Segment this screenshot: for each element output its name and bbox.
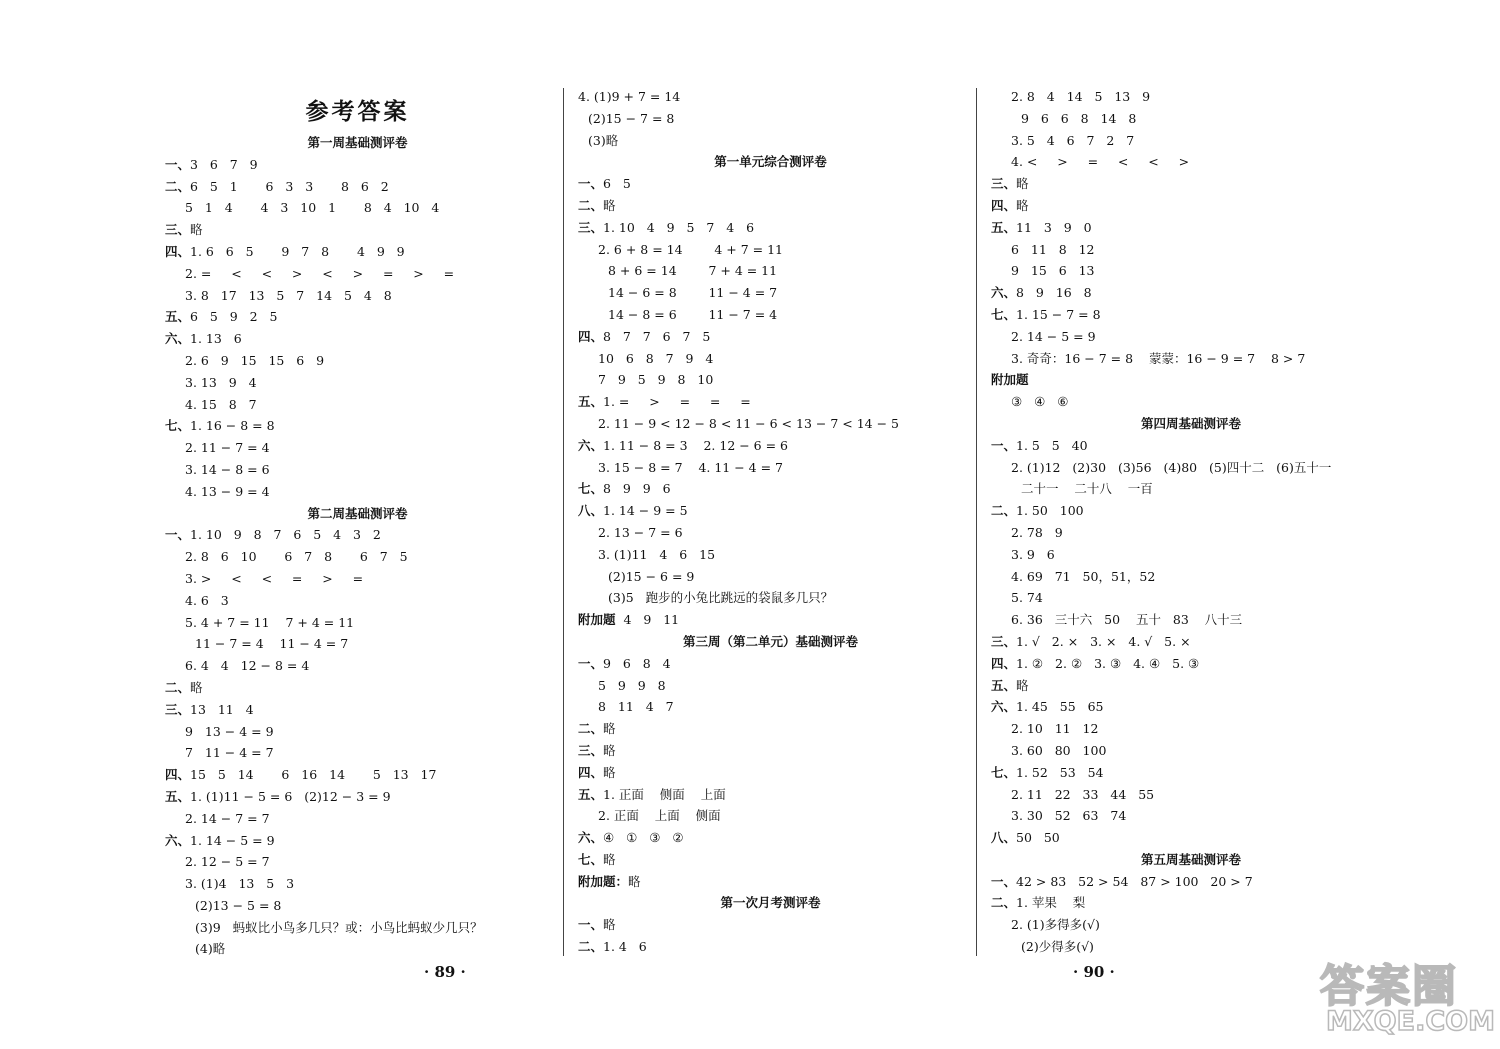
answer-text: 4 9 11 bbox=[615, 612, 680, 628]
answer-text: 1. 10 4 9 5 7 4 6 bbox=[603, 219, 755, 235]
question-number: 六、 bbox=[991, 699, 1017, 715]
answer-line bbox=[991, 326, 1391, 348]
answer-line bbox=[991, 151, 1391, 173]
question-number: 四、 bbox=[165, 243, 191, 259]
question-number: 一、 bbox=[578, 917, 604, 933]
answer-text: (2)少得多(√) bbox=[1021, 939, 1094, 955]
answer-line bbox=[991, 827, 1391, 849]
answer-line bbox=[578, 522, 963, 544]
answer-text: 6 5 9 2 5 bbox=[190, 309, 278, 325]
answer-line bbox=[578, 348, 963, 370]
answer-line bbox=[165, 590, 550, 612]
question-number: 三、 bbox=[578, 219, 604, 235]
answer-line bbox=[165, 568, 550, 590]
answer-line bbox=[578, 936, 963, 958]
answer-text: 2. 14 − 5 = 9 bbox=[1011, 328, 1096, 344]
answer-line bbox=[165, 742, 550, 764]
answer-text: 3. 15 − 8 = 7 4. 11 − 4 = 7 bbox=[598, 459, 783, 475]
answer-text: 略 bbox=[603, 764, 616, 780]
answer-text: (3)9 蚂蚁比小鸟多几只？或：小鸟比蚂蚁少几只？ bbox=[195, 919, 483, 935]
question-number: 二、 bbox=[165, 679, 191, 695]
answer-line bbox=[578, 762, 963, 784]
answer-text: 4. 6 3 bbox=[185, 592, 229, 608]
answer-line bbox=[578, 239, 963, 261]
answer-text: 4. 13 − 9 = 4 bbox=[185, 483, 270, 499]
page-title: 参考答案 bbox=[305, 98, 410, 125]
answer-line bbox=[991, 173, 1391, 195]
answer-text: 略 bbox=[603, 742, 616, 758]
section-heading: 第一单元综合测评卷 bbox=[714, 154, 827, 170]
page-number-left: · 89 · bbox=[424, 963, 466, 981]
answer-line bbox=[991, 696, 1391, 718]
answer-line bbox=[165, 285, 550, 307]
answer-text: ③ ④ ⑥ bbox=[1011, 394, 1069, 410]
answer-text: 1. 14 − 5 = 9 bbox=[190, 832, 275, 848]
answer-line bbox=[578, 675, 963, 697]
answer-line bbox=[991, 740, 1391, 762]
answer-text: 3. 奇奇：16 − 7 = 8 蒙蒙：16 − 9 = 7 8 > 7 bbox=[1011, 350, 1306, 366]
answer-text: 3. 8 17 13 5 7 14 5 4 8 bbox=[185, 287, 392, 303]
answer-line bbox=[165, 197, 550, 219]
answer-text: 15 5 14 6 16 14 5 13 17 bbox=[190, 767, 437, 783]
answer-text: 9 15 6 13 bbox=[1011, 263, 1095, 279]
question-number: 五、 bbox=[578, 786, 604, 802]
answer-line bbox=[991, 718, 1391, 740]
answer-text: 4. (1)9 + 7 = 14 bbox=[578, 89, 681, 104]
answer-text: 2. = < < > < > = > = bbox=[185, 265, 455, 281]
question-number: 八、 bbox=[578, 503, 604, 519]
question-number: 六、 bbox=[165, 331, 191, 347]
question-number: 六、 bbox=[578, 830, 604, 846]
answer-line bbox=[991, 369, 1391, 391]
answer-text: (2)15 − 6 = 9 bbox=[608, 568, 695, 584]
answer-text: 14 − 6 = 8 11 − 4 = 7 bbox=[608, 285, 778, 301]
answer-text: 2. 14 − 7 = 7 bbox=[185, 810, 270, 826]
answer-line bbox=[578, 86, 963, 108]
answer-line bbox=[991, 239, 1391, 261]
answer-text: 13 11 4 bbox=[190, 701, 254, 717]
answer-text: 3 6 7 9 bbox=[190, 156, 258, 172]
answer-line bbox=[165, 895, 550, 917]
answer-text: 1. √ 2. × 3. × 4. √ 5. × bbox=[1016, 633, 1191, 649]
answer-line bbox=[991, 914, 1391, 936]
answer-line bbox=[165, 699, 550, 721]
answer-line bbox=[165, 938, 550, 960]
answer-line bbox=[991, 304, 1391, 326]
question-number: 三、 bbox=[578, 742, 604, 758]
answer-text: 2. 6 + 8 = 14 4 + 7 = 11 bbox=[598, 241, 783, 257]
answer-text: 1. 正面 侧面 上面 bbox=[603, 786, 726, 802]
answer-text: 1. 16 − 8 = 8 bbox=[190, 418, 275, 434]
question-number: 三、 bbox=[165, 222, 191, 238]
answer-line bbox=[991, 871, 1391, 893]
question-number: 四、 bbox=[165, 767, 191, 783]
question-number: 五、 bbox=[165, 788, 191, 804]
answer-line bbox=[578, 500, 963, 522]
answer-line bbox=[578, 805, 963, 827]
column-body bbox=[165, 132, 550, 960]
question-number: 五、 bbox=[165, 309, 191, 325]
question-number: 三、 bbox=[991, 176, 1017, 192]
answer-text: 2. 6 9 15 15 6 9 bbox=[185, 352, 325, 368]
answer-line bbox=[991, 500, 1391, 522]
answer-line bbox=[578, 544, 963, 566]
question-number: 六、 bbox=[578, 437, 604, 453]
answer-text: (4)略 bbox=[195, 941, 226, 957]
answer-line bbox=[165, 721, 550, 743]
answer-line bbox=[991, 457, 1391, 479]
answer-text: 2. 8 4 14 5 13 9 bbox=[1011, 89, 1151, 104]
answer-text: 2. 正面 上面 侧面 bbox=[598, 808, 721, 824]
answer-text: 8 9 16 8 bbox=[1016, 285, 1092, 301]
question-number: 附加题 bbox=[578, 612, 616, 628]
answer-line bbox=[991, 282, 1391, 304]
column-divider bbox=[976, 88, 977, 956]
answer-line bbox=[578, 849, 963, 871]
answer-text: 9 13 − 4 = 9 bbox=[185, 723, 274, 739]
watermark-logo bbox=[1320, 950, 1495, 1042]
answer-line bbox=[165, 437, 550, 459]
answer-text: 3. 13 9 4 bbox=[185, 374, 257, 390]
answer-text: 11 − 7 = 4 11 − 4 = 7 bbox=[195, 636, 349, 652]
answer-text: 2. (1)多得多(√) bbox=[1011, 917, 1100, 933]
answer-text: 1. 苹果 梨 bbox=[1016, 895, 1086, 911]
answer-text: 5 9 9 8 bbox=[598, 677, 666, 693]
answer-line bbox=[578, 326, 963, 348]
answer-text: 略 bbox=[1016, 677, 1029, 693]
answer-text: (2)15 − 7 = 8 bbox=[588, 110, 675, 126]
answer-line bbox=[165, 241, 550, 263]
answer-text: ④ ① ③ ② bbox=[603, 830, 684, 846]
answer-text: 3. 30 52 63 74 bbox=[1011, 808, 1127, 824]
question-number: 一、 bbox=[991, 437, 1017, 453]
answer-text: 略 bbox=[628, 873, 641, 889]
answer-text: 50 50 bbox=[1016, 830, 1060, 846]
column-body bbox=[991, 86, 1391, 958]
answer-line bbox=[991, 478, 1391, 500]
question-number: 七、 bbox=[165, 418, 191, 434]
answer-line bbox=[991, 195, 1391, 217]
answer-line bbox=[165, 328, 550, 350]
question-number: 一、 bbox=[165, 156, 191, 172]
answer-text: 1. 5 5 40 bbox=[1016, 437, 1088, 453]
answer-text: 2. 78 9 bbox=[1011, 524, 1063, 540]
answer-line bbox=[165, 612, 550, 634]
answer-line bbox=[165, 830, 550, 852]
answer-text: 2. 12 − 5 = 7 bbox=[185, 854, 270, 870]
answer-text: 1. 14 − 9 = 5 bbox=[603, 503, 688, 519]
answer-text: 3. > < < = > = bbox=[185, 570, 364, 586]
question-number: 六、 bbox=[991, 285, 1017, 301]
section-heading: 第三周（第二单元）基础测评卷 bbox=[682, 633, 858, 649]
answer-line bbox=[165, 677, 550, 699]
answer-text: 6. 4 4 12 − 8 = 4 bbox=[185, 658, 310, 674]
answer-line bbox=[578, 609, 963, 631]
answer-line bbox=[991, 130, 1391, 152]
answer-line bbox=[578, 718, 963, 740]
answer-line bbox=[991, 260, 1391, 282]
answer-line bbox=[578, 282, 963, 304]
answer-text: 1. = > = = = bbox=[603, 394, 751, 410]
answer-text: 略 bbox=[190, 222, 203, 238]
answer-line bbox=[991, 217, 1391, 239]
page-number-right: · 90 · bbox=[1073, 963, 1115, 981]
answer-line bbox=[578, 130, 963, 152]
question-number: 二、 bbox=[578, 939, 604, 955]
answer-text: 1. 11 − 8 = 3 2. 12 − 6 = 6 bbox=[603, 437, 789, 453]
question-number: 附加题： bbox=[578, 873, 629, 889]
answer-line bbox=[578, 260, 963, 282]
answer-line bbox=[578, 413, 963, 435]
answer-text: 3. 9 6 bbox=[1011, 546, 1055, 562]
answer-text: 11 3 9 0 bbox=[1016, 219, 1092, 235]
question-number: 二、 bbox=[991, 503, 1017, 519]
answer-text: 略 bbox=[1016, 197, 1029, 213]
answer-column-middle bbox=[578, 86, 963, 958]
answer-line bbox=[991, 391, 1391, 413]
question-number: 二、 bbox=[991, 895, 1017, 911]
answer-line bbox=[578, 871, 963, 893]
answer-line bbox=[165, 219, 550, 241]
question-number: 一、 bbox=[165, 527, 191, 543]
answer-line bbox=[165, 306, 550, 328]
answer-text: 9 6 6 8 14 8 bbox=[1021, 110, 1137, 126]
answer-text: 1. 10 9 8 7 6 5 4 3 2 bbox=[190, 527, 381, 543]
answer-text: 2. (1)12 (2)30 (3)56 (4)80 (5)四十二 (6)五十一 bbox=[1011, 459, 1332, 475]
answer-text: 3. 5 4 6 7 2 7 bbox=[1011, 132, 1135, 148]
section-heading: 第五周基础测评卷 bbox=[1140, 851, 1241, 867]
answer-line bbox=[991, 544, 1391, 566]
answer-line bbox=[991, 435, 1391, 457]
question-number: 七、 bbox=[991, 764, 1017, 780]
answer-text: 6 5 bbox=[603, 176, 631, 192]
section-heading: 第二周基础测评卷 bbox=[307, 505, 408, 521]
answer-text: 2. 8 6 10 6 7 8 6 7 5 bbox=[185, 549, 408, 565]
answer-text: 3. (1)4 13 5 3 bbox=[185, 876, 295, 892]
answer-line bbox=[578, 653, 963, 675]
answer-line bbox=[165, 633, 550, 655]
answer-text: 略 bbox=[603, 851, 616, 867]
answer-line bbox=[165, 655, 550, 677]
answer-text: 2. 11 − 7 = 4 bbox=[185, 440, 270, 456]
question-number: 四、 bbox=[578, 764, 604, 780]
answer-text: 3. 14 − 8 = 6 bbox=[185, 461, 270, 477]
answer-line bbox=[578, 391, 963, 413]
watermark-text-cn: 答案圈 bbox=[1320, 961, 1458, 1012]
answer-text: 二十一 二十八 一百 bbox=[1021, 481, 1153, 497]
question-number: 一、 bbox=[578, 655, 604, 671]
answer-line bbox=[991, 653, 1391, 675]
question-number: 一、 bbox=[578, 176, 604, 192]
answer-line bbox=[991, 108, 1391, 130]
answer-text: (2)13 − 5 = 8 bbox=[195, 897, 282, 913]
answer-line bbox=[578, 369, 963, 391]
question-number: 七、 bbox=[578, 851, 604, 867]
answer-text: 1. 45 55 65 bbox=[1016, 699, 1104, 715]
answer-text: 4. < > = < < > bbox=[1011, 154, 1190, 170]
answer-line bbox=[991, 86, 1391, 108]
answer-text: 6 11 8 12 bbox=[1011, 241, 1095, 257]
column-body bbox=[578, 86, 963, 958]
answer-line bbox=[991, 609, 1391, 631]
answer-text: 7 9 5 9 8 10 bbox=[598, 372, 714, 388]
answer-line bbox=[165, 459, 550, 481]
section-heading: 第一周基础测评卷 bbox=[307, 135, 408, 150]
answer-text: 略 bbox=[190, 679, 203, 695]
answer-line bbox=[165, 873, 550, 895]
answer-text: 3. 60 80 100 bbox=[1011, 742, 1107, 758]
answer-text: 7 11 − 4 = 7 bbox=[185, 745, 274, 761]
answer-line bbox=[991, 348, 1391, 370]
answer-line bbox=[165, 546, 550, 568]
question-number: 二、 bbox=[578, 721, 604, 737]
question-number: 二、 bbox=[578, 197, 604, 213]
answer-text: 1. 4 6 bbox=[603, 939, 647, 955]
answer-line bbox=[991, 566, 1391, 588]
answer-line bbox=[578, 696, 963, 718]
answer-text: (3)5 跑步的小兔比跳远的袋鼠多几只？ bbox=[608, 590, 834, 606]
answer-line bbox=[165, 154, 550, 176]
answer-text: 1. 6 6 5 9 7 8 4 9 9 bbox=[190, 243, 405, 259]
question-number: 四、 bbox=[991, 197, 1017, 213]
answer-text: 略 bbox=[603, 197, 616, 213]
answer-text: (3)略 bbox=[588, 132, 619, 148]
answer-line bbox=[165, 917, 550, 939]
answer-line bbox=[991, 892, 1391, 914]
answer-line bbox=[991, 675, 1391, 697]
answer-line bbox=[991, 587, 1391, 609]
answer-text: 8 9 9 6 bbox=[603, 481, 671, 497]
answer-line bbox=[165, 481, 550, 503]
answer-text: 9 6 8 4 bbox=[603, 655, 671, 671]
answer-line bbox=[165, 350, 550, 372]
column-divider bbox=[563, 88, 564, 956]
answer-column-left bbox=[165, 86, 550, 960]
answer-text: 1. (1)11 − 5 = 6 (2)12 − 3 = 9 bbox=[190, 788, 391, 804]
answer-line bbox=[165, 786, 550, 808]
question-number: 五、 bbox=[578, 394, 604, 410]
answer-line bbox=[578, 587, 963, 609]
section-heading: 第一次月考测评卷 bbox=[720, 895, 821, 911]
answer-line bbox=[578, 217, 963, 239]
question-number: 七、 bbox=[991, 306, 1017, 322]
answer-column-right bbox=[991, 86, 1391, 958]
answer-line bbox=[578, 108, 963, 130]
answer-line bbox=[165, 524, 550, 546]
answer-line bbox=[578, 304, 963, 326]
answer-line bbox=[991, 805, 1391, 827]
question-number: 三、 bbox=[165, 701, 191, 717]
question-number: 附加题 bbox=[991, 372, 1029, 388]
answer-text: 10 6 8 7 9 4 bbox=[598, 350, 714, 366]
answer-text: 略 bbox=[603, 917, 616, 933]
answer-text: 4. 69 71 50，51，52 bbox=[1011, 568, 1156, 584]
answer-text: 3. (1)11 4 6 15 bbox=[598, 546, 716, 562]
answer-text: 略 bbox=[1016, 176, 1029, 192]
answer-line bbox=[991, 631, 1391, 653]
answer-line bbox=[165, 808, 550, 830]
question-number: 五、 bbox=[991, 219, 1017, 235]
answer-text: 8 7 7 6 7 5 bbox=[603, 328, 711, 344]
answer-line bbox=[991, 784, 1391, 806]
answer-line bbox=[578, 478, 963, 500]
question-number: 五、 bbox=[991, 677, 1017, 693]
answer-line bbox=[578, 173, 963, 195]
answer-text: 5. 74 bbox=[1011, 590, 1043, 606]
answer-text: 14 − 8 = 6 11 − 7 = 4 bbox=[608, 306, 778, 322]
answer-line bbox=[578, 784, 963, 806]
question-number: 一、 bbox=[991, 873, 1017, 889]
answer-text: 1. 50 100 bbox=[1016, 503, 1084, 519]
section-heading: 第四周基础测评卷 bbox=[1140, 415, 1241, 431]
answer-line bbox=[165, 263, 550, 285]
answer-line bbox=[165, 394, 550, 416]
answer-text: 8 11 4 7 bbox=[598, 699, 674, 715]
answer-line bbox=[991, 522, 1391, 544]
answer-text: 6. 36 三十六 50 五十 83 八十三 bbox=[1011, 612, 1243, 628]
question-number: 六、 bbox=[165, 832, 191, 848]
answer-text: 42 > 83 52 > 54 87 > 100 20 > 7 bbox=[1016, 873, 1253, 889]
answer-line bbox=[165, 176, 550, 198]
answer-text: 6 5 1 6 3 3 8 6 2 bbox=[190, 178, 389, 194]
answer-text: 5 1 4 4 3 10 1 8 4 10 4 bbox=[185, 200, 440, 216]
answer-line bbox=[578, 435, 963, 457]
answer-text: 1. 15 − 7 = 8 bbox=[1016, 306, 1101, 322]
answer-text: 2. 11 22 33 44 55 bbox=[1011, 786, 1155, 802]
question-number: 三、 bbox=[991, 633, 1017, 649]
question-number: 八、 bbox=[991, 830, 1017, 846]
answer-line bbox=[578, 566, 963, 588]
answer-text: 1. 13 6 bbox=[190, 331, 242, 347]
answer-line bbox=[578, 195, 963, 217]
answer-line bbox=[578, 914, 963, 936]
answer-line bbox=[578, 457, 963, 479]
answer-line bbox=[165, 372, 550, 394]
question-number: 二、 bbox=[165, 178, 191, 194]
answer-text: 1. 52 53 54 bbox=[1016, 764, 1104, 780]
answer-line bbox=[578, 827, 963, 849]
answer-line bbox=[991, 762, 1391, 784]
question-number: 四、 bbox=[991, 655, 1017, 671]
answer-text: 4. 15 8 7 bbox=[185, 396, 257, 412]
answer-text: 5. 4 + 7 = 11 7 + 4 = 11 bbox=[185, 614, 355, 630]
answer-text: 2. 11 − 9 < 12 − 8 < 11 − 6 < 13 − 7 < 14 − 5 bbox=[598, 415, 899, 431]
answer-text: 略 bbox=[603, 721, 616, 737]
answer-line bbox=[578, 740, 963, 762]
answer-text: 1. ② 2. ② 3. ③ 4. ④ 5. ③ bbox=[1016, 655, 1200, 671]
answer-text: 2. 10 11 12 bbox=[1011, 721, 1099, 737]
question-number: 四、 bbox=[578, 328, 604, 344]
answer-text: 8 + 6 = 14 7 + 4 = 11 bbox=[608, 263, 778, 279]
answer-line bbox=[165, 851, 550, 873]
watermark-text-en: MXQE.COM bbox=[1326, 1006, 1495, 1037]
answer-line bbox=[165, 764, 550, 786]
answer-line bbox=[165, 415, 550, 437]
question-number: 七、 bbox=[578, 481, 604, 497]
answer-text: 2. 13 − 7 = 6 bbox=[598, 524, 683, 540]
